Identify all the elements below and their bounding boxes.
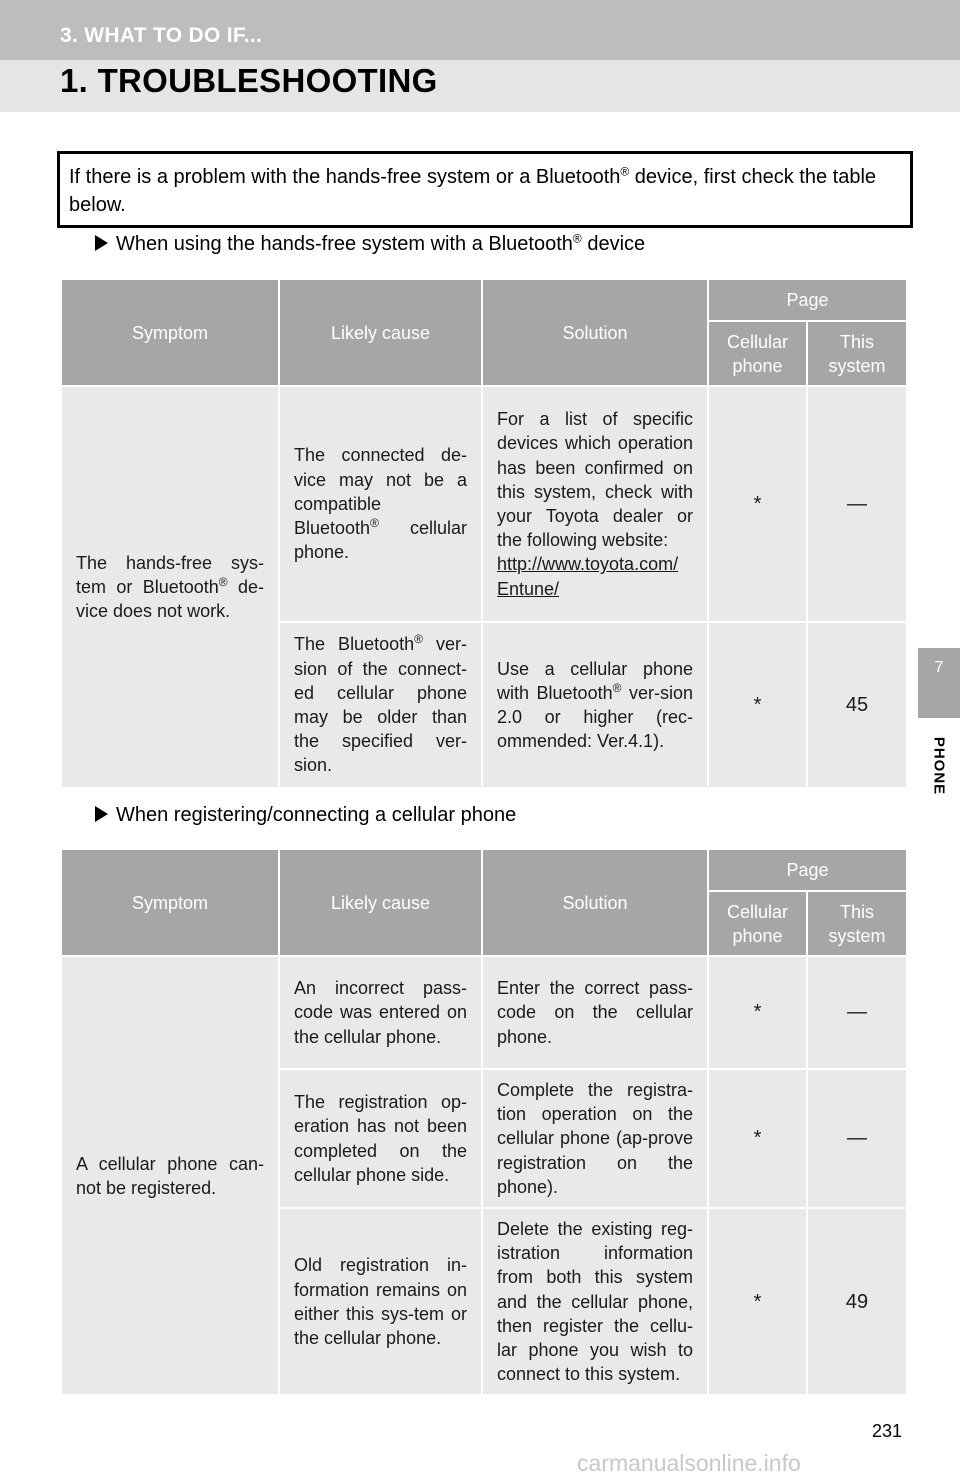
cellular-page-cell: *: [708, 622, 807, 788]
system-page-cell: —: [807, 956, 907, 1069]
chapter-label: [921, 726, 957, 806]
cellular-page-cell: *: [708, 386, 807, 622]
cause-cell: The connected de-vice may not be a compatible Bluetooth® cellular phone.: [279, 386, 482, 622]
header-page: Page: [708, 849, 907, 891]
registration-troubleshooting-table: [60, 848, 908, 1396]
page-title: 1. TROUBLESHOOTING: [60, 62, 438, 99]
subheading-registering-text: When registering/connecting a cellular phone: [116, 804, 517, 826]
table-row: [61, 386, 907, 622]
intro-text-2: device, first check the table below.: [69, 166, 877, 216]
header-this-system: This system: [807, 891, 907, 956]
cause-cell: The registration op-eration has not been completed on the cellular phone side.: [279, 1069, 482, 1208]
solution-cell: Use a cellular phone with Bluetooth® ver-sion 2.0 or higher (rec-ommended: Ver.4.1).: [482, 622, 708, 788]
intro-text-1: If there is a problem with the hands-free system or a Bluetooth: [69, 166, 621, 188]
solution-cell: For a list of specific devices which operation has been confirmed on this system, check with your Toyota dealer or the following website: http://www.toyota.com/ Entune/: [482, 386, 708, 622]
solution-cell: Delete the existing reg-istration information from both this system and the cellular phone, then register the cellu-lar phone you wish to connect to this system.: [482, 1208, 708, 1395]
watermark: carmanualsonline.info: [577, 1450, 801, 1476]
symptom-cell: A cellular phone can-not be registered.: [61, 956, 279, 1395]
system-page-cell: —: [807, 386, 907, 622]
chapter-label-text: PHONE: [930, 736, 948, 796]
header-cellular-phone: Cellular phone: [708, 891, 807, 956]
triangle-bullet-icon: [95, 235, 108, 251]
subheading-registering: [95, 804, 516, 827]
registered-mark: ®: [620, 164, 630, 179]
section-title: 3. WHAT TO DO IF...: [60, 24, 263, 47]
subheading-bluetooth-text: When using the hands-free system with a Bluetooth: [116, 233, 573, 255]
solution-cell: Complete the registra-tion operation on the cellular phone (ap-prove registration on the phone).: [482, 1069, 708, 1208]
registered-mark: ®: [572, 231, 582, 246]
header-solution: Solution: [482, 279, 708, 386]
bluetooth-troubleshooting-table: [60, 278, 908, 789]
solution-cell: Enter the correct pass-code on the cellular phone.: [482, 956, 708, 1069]
table-row: [61, 956, 907, 1069]
header-this-system: This system: [807, 321, 907, 386]
chapter-tab[interactable]: 7: [918, 648, 960, 718]
header-symptom: Symptom: [61, 279, 279, 386]
header-symptom: Symptom: [61, 849, 279, 956]
cellular-page-cell: *: [708, 956, 807, 1069]
page-number: 231: [872, 1421, 903, 1441]
subheading-bluetooth: [95, 233, 645, 256]
cause-cell: An incorrect pass-code was entered on the cellular phone.: [279, 956, 482, 1069]
toyota-website-link[interactable]: http://www.toyota.com/ Entune/: [497, 554, 679, 599]
symptom-cell: The hands-free sys-tem or Bluetooth® de-vice does not work.: [61, 386, 279, 788]
header-solution: Solution: [482, 849, 708, 956]
triangle-bullet-icon: [95, 806, 108, 822]
header-likely-cause: Likely cause: [279, 279, 482, 386]
system-page-cell: 49: [807, 1208, 907, 1395]
cause-cell: The Bluetooth® ver-sion of the connect-ed cellular phone may be older than the specified ver-sion.: [279, 622, 482, 788]
cellular-page-cell: *: [708, 1069, 807, 1208]
subheading-bluetooth-text-end: device: [581, 233, 646, 255]
system-page-cell: 45: [807, 622, 907, 788]
header-page: Page: [708, 279, 907, 321]
cellular-page-cell: *: [708, 1208, 807, 1395]
header-likely-cause: Likely cause: [279, 849, 482, 956]
cause-cell: Old registration in-formation remains on either this sys-tem or the cellular phone.: [279, 1208, 482, 1395]
system-page-cell: —: [807, 1069, 907, 1208]
header-cellular-phone: Cellular phone: [708, 321, 807, 386]
intro-box: [57, 151, 913, 228]
